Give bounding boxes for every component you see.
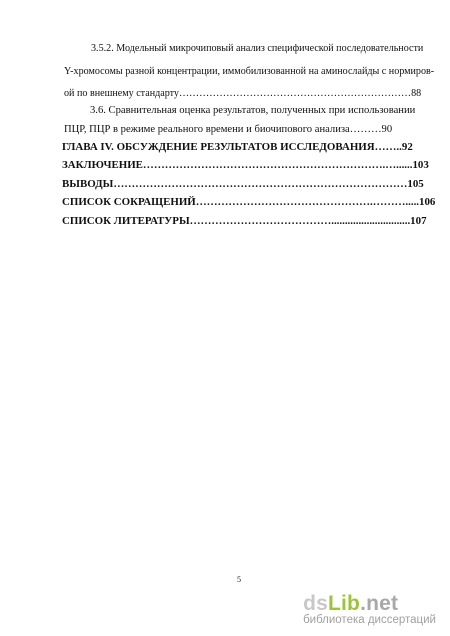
toc-conclusion: ЗАКЛЮЧЕНИЕ………………………………………………………….…......103 — [62, 159, 429, 171]
watermark-subtitle: библиотека диссертаций — [303, 613, 436, 626]
toc-findings: ВЫВОДЫ………………………………………………………………………105 — [62, 178, 424, 190]
toc-item-3-5-2-line2: Y-хромосомы разной концентрации, иммобилизованной на аминослайды с нормиров- — [64, 66, 435, 77]
dslib-watermark — [303, 593, 436, 627]
toc-item-3-6-line2: ПЦР, ПЦР в режиме реального времени и биочипового анализа………90 — [64, 124, 393, 135]
toc-chapter-4: ГЛАВА IV. ОБСУЖДЕНИЕ РЕЗУЛЬТАТОВ ИССЛЕДОВАНИЯ……..92 — [62, 141, 413, 153]
page-number: 5 — [237, 575, 241, 584]
toc-abbreviations: СПИСОК СОКРАЩЕНИЙ………………………………………….……….....106 — [62, 196, 436, 208]
watermark-logo: dsLib.net — [303, 591, 399, 615]
toc-bibliography: СПИСОК ЛИТЕРАТУРЫ………………………………….............................107 — [62, 215, 427, 227]
toc-item-3-5-2-line1: 3.5.2. Модельный микрочиповый анализ специфической последовательности — [91, 43, 424, 54]
toc-item-3-5-2-line3: ой по внешнему стандарту……………………………………………………………88 — [64, 88, 422, 99]
toc-item-3-6-line1: 3.6. Сравнительная оценка результатов, полученных при использовании — [90, 105, 416, 116]
